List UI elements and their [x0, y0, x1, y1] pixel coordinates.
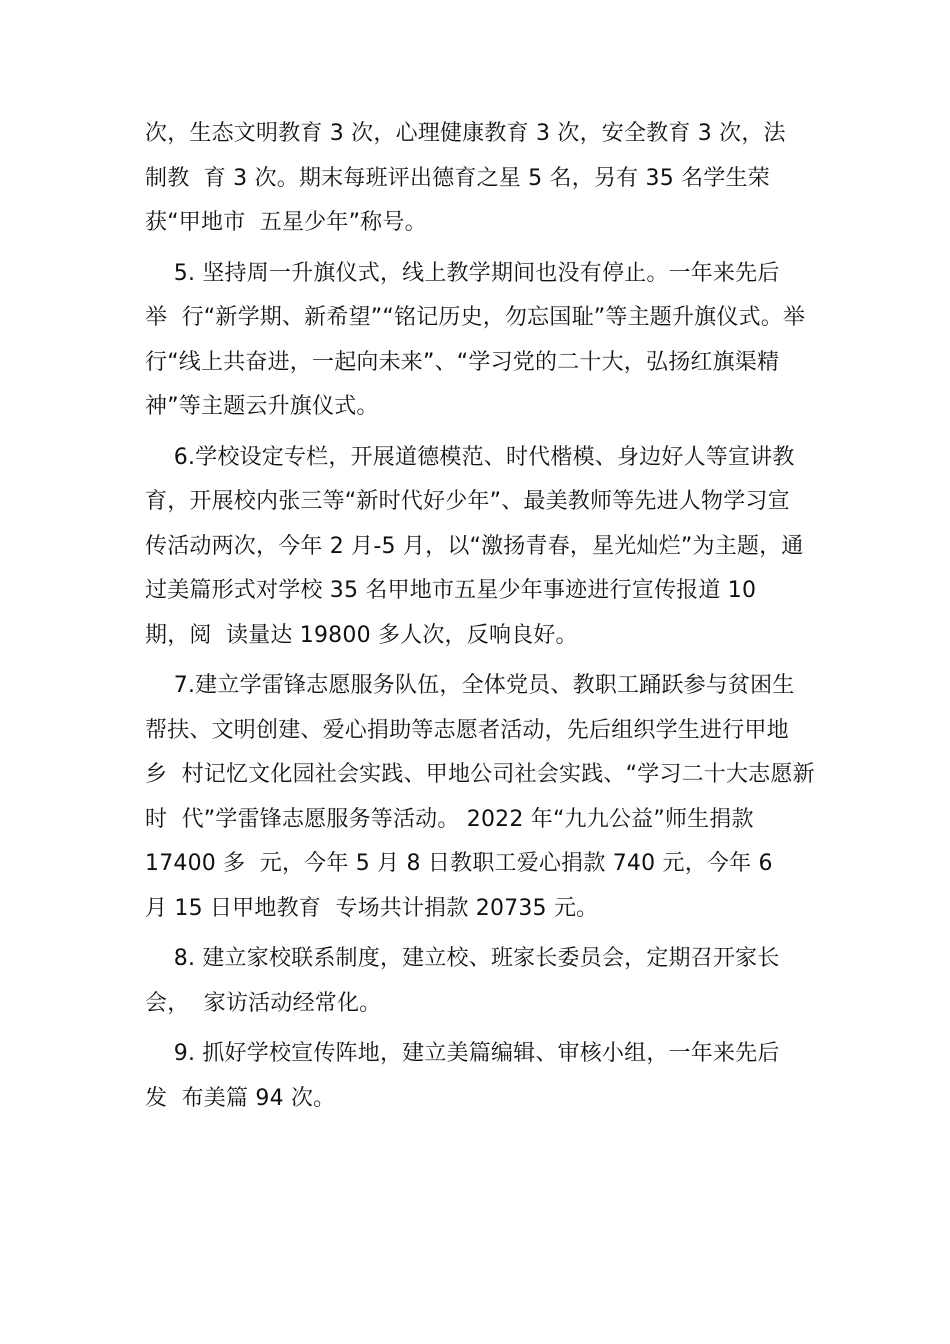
text-line: 7.建立学雷锋志愿服务队伍，全体党员、教职工踊跃参与贫困生 — [145, 673, 795, 698]
paragraph-item-5 — [145, 252, 810, 430]
text-line: 期，阅 读量达 19800 多人次，反响良好。 — [145, 622, 578, 648]
paragraph-item-6 — [145, 436, 810, 659]
paragraph-item-8 — [145, 937, 810, 1026]
paragraph-item-7 — [145, 664, 815, 931]
text-line: 6.学校设定专栏，开展道德模范、时代楷模、身边好人等宣讲教 — [145, 444, 795, 470]
text-line: 举 行“新学期、新希望”“铭记历史，勿忘国耻”等主题升旗仪式。举 — [145, 305, 806, 330]
text-line: 17400 多 元，今年 5 月 8 日教职工爱心捐款 740 元，今年 6 — [145, 851, 773, 876]
text-line: 帮扶、文明创建、爱心捐助等志愿者活动，先后组织学生进行甲地 — [145, 717, 789, 743]
text-line: 月 15 日甲地教育 专场共计捐款 20735 元。 — [145, 895, 599, 921]
text-line: 过美篇形式对学校 35 名甲地市五星少年事迹进行宣传报道 10 — [145, 578, 757, 603]
text-line: 会， 家访活动经常化。 — [145, 990, 382, 1016]
text-line: 育，开展校内张三等“新时代好少年”、最美教师等先进人物学习宣 — [145, 489, 790, 514]
text-line: 发 布美篇 94 次。 — [145, 1085, 336, 1111]
text-line: 8. 建立家校联系制度，建立校、班家长委员会，定期召开家长 — [145, 946, 780, 971]
text-line: 时 代”学雷锋志愿服务等活动。 2022 年“九九公益”师生捐款 — [145, 806, 754, 832]
paragraph-item-9 — [145, 1032, 810, 1121]
text-line: 神”等主题云升旗仪式。 — [145, 394, 379, 419]
text-line: 9. 抓好学校宣传阵地，建立美篇编辑、审核小组，一年来先后 — [145, 1041, 780, 1066]
text-line: 制教 育 3 次。期末每班评出德育之星 5 名，另有 35 名学生荣 — [145, 165, 770, 191]
text-line: 行“线上共奋进，一起向未来”、“学习党的二十大，弘扬红旗渠精 — [145, 349, 780, 375]
text-line: 获“甲地市 五星少年”称号。 — [145, 210, 427, 235]
text-line: 乡 村记忆文化园社会实践、甲地公司社会实践、“学习二十大志愿新 — [145, 762, 815, 787]
text-line: 传活动两次，今年 2 月-5 月，以“激扬青春，星光灿烂”为主题，通 — [145, 533, 804, 559]
document-body — [145, 112, 815, 1121]
text-line: 5. 坚持周一升旗仪式，线上教学期间也没有停止。一年来先后 — [145, 260, 780, 286]
paragraph-1 — [145, 112, 810, 246]
text-line: 次，生态文明教育 3 次，心理健康教育 3 次，安全教育 3 次，法 — [145, 121, 786, 146]
